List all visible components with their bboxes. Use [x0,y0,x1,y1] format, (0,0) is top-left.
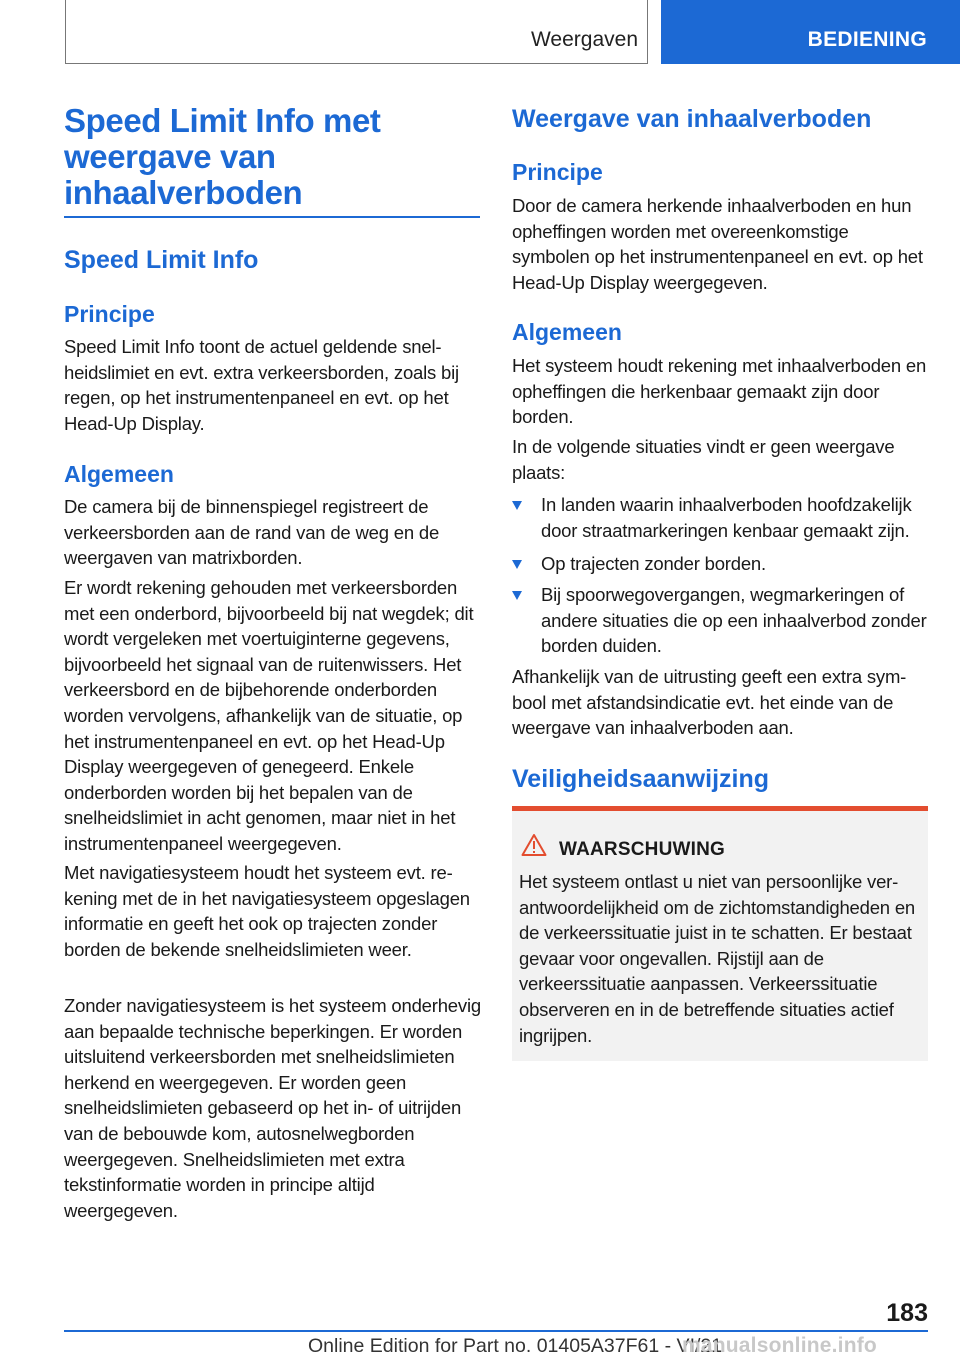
algemeen-right-paragraph-3: Afhankelijk van de uitrusting geeft een extra symbool met afstandsindicatie evt. het einde van de weergave van inhaalverboden aan. [512,666,907,739]
list-item: In landen waarin inhaalverboden hoofdzakelijk door straatmarkeringen kenbaar gemaakt zijn. [512,492,930,543]
page-title: Speed Limit Info met weergave van inhaalverboden [64,102,381,211]
algemeen-paragraph-3: Met navigatiesysteem houdt het systeem evt. rekening met de in het navigatiesysteem opgeslagen informatie en geeft het ook op trajecten zonder borden de bekende snelheidslimieten weer. [64,862,470,960]
heading-algemeen-left: Algemeen [64,461,174,487]
page-number: 183 [886,1299,928,1327]
bullet-triangle-icon [512,560,522,569]
footer-divider [64,1330,928,1332]
algemeen-right-paragraph-2: In de volgende situaties vindt er geen weergave plaats: [512,436,895,483]
chapter-tab: BEDIENING [661,0,960,64]
footer-edition: Online Edition for Part no. 01405A37F61 - VI/21 [308,1335,723,1357]
heading-principe-right: Principe [512,159,603,185]
principe-text-left: Speed Limit Info toont de actuel geldende snelheidslimiet en evt. extra verkeersborden, zoals bij regen, op het instrumentenpaneel en evt. op het Head-Up Display. [64,336,459,434]
heading-principe-left: Principe [64,301,155,327]
bullet-triangle-icon [512,591,522,600]
list-item: Bij spoorwegovergangen, wegmarkeringen of andere situaties die op een inhaalverbod zonder borden duiden. [512,582,930,659]
warning-title: WAARSCHUWING [559,839,725,860]
bullet-triangle-icon [512,501,522,510]
heading-weergave-inhaalverboden: Weergave van inhaalverboden [512,105,872,133]
footer-watermark: manualsonline.info [682,1334,877,1357]
list-item: Op trajecten zonder borden. [512,551,930,577]
algemeen-paragraph-4: Zonder navigatiesysteem is het systeem onderhevig aan bepaalde technische beperkingen. Er worden uitsluitend verkeersborden met snelheidslimieten herkend en weergegeven. Er worden geen snelheidslimieten gebaseerd op het in- of uitrijden van de bebouwde kom, autosnelwegborden weergegeven. Snelheidslimieten met extra tekstinformatie worden in principe altijd weergegeven. [64,995,481,1221]
heading-veiligheidsaanwijzing: Veiligheidsaanwijzing [512,765,770,793]
principe-text-right: Door de camera herkende inhaalverboden en hun opheffingen worden met overeenkomstige symbolen op het instrumentenpaneel en evt. op het Head-Up Display weergegeven. [512,195,923,293]
warning-box [512,806,928,1061]
section-title: Weergaven [530,28,638,51]
warning-text: Het systeem ontlast u niet van persoonlijke verantwoordelijkheid om de zichtomstandigheden en de verkeerssituatie juist in te schatten. Er bestaat gevaar voor ongevallen. Rijstijl aan de verkeerssituatie aanpassen. Verkeerssituatie observeren en in de betreffende situaties actief ingrijpen. [519,871,916,1046]
algemeen-right-paragraph-1: Het systeem houdt rekening met inhaalverboden en opheffingen die herkenbaar gemaakt zijn door borden. [512,355,927,428]
heading-algemeen-right: Algemeen [512,319,622,345]
warning-triangle-icon [521,833,547,857]
algemeen-paragraph-1: De camera bij de binnenspiegel registreert de verkeersborden aan de rand van de weg en de weergaven van matrixborden. [64,496,440,569]
title-divider [64,216,480,218]
algemeen-paragraph-2: Er wordt rekening gehouden met verkeersborden met een onderbord, bijvoorbeeld bij nat wegdek; dit wordt vergeleken met voertuiginterne gegevens, bijvoorbeeld het signaal van de ruitenwissers. Het verkeersbord en de bijbehorende onderborden worden vervolgens, afhankelijk van de situatie, op het instrumentenpaneel en evt. op het Head-Up Display weergegeven of genegeerd. Enkele onderborden worden bij het bepalen van de snelheidslimiet in acht genomen, maar niet in het instrumentenpaneel weergegeven. [64,577,474,854]
heading-speed-limit-info: Speed Limit Info [64,246,259,274]
